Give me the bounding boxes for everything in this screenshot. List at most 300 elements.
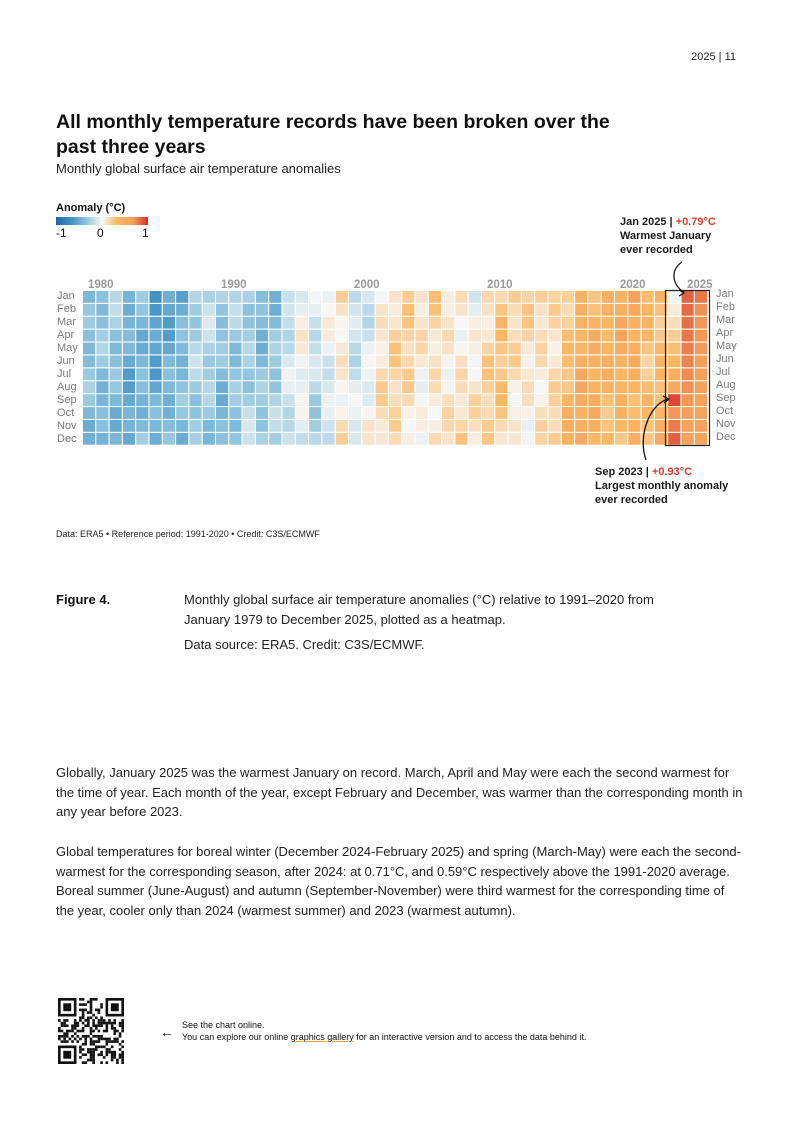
heatmap-cell [389, 304, 401, 316]
qr-module [90, 1056, 93, 1059]
heatmap-cell [588, 330, 600, 342]
heatmap-cell [455, 356, 467, 368]
qr-module [76, 1030, 79, 1033]
temperature-heatmap [0, 0, 794, 560]
qr-module [92, 1059, 95, 1062]
annotation-sep-2023-date: Sep 2023 [595, 466, 643, 478]
heatmap-cell [389, 368, 401, 380]
heatmap-cell [336, 407, 348, 419]
heatmap-cell [362, 330, 374, 342]
qr-module [100, 1035, 103, 1038]
heatmap-cell [349, 420, 361, 432]
heatmap-cell [110, 356, 122, 368]
month-label-right-feb: Feb [716, 301, 735, 313]
heatmap-cell [376, 304, 388, 316]
heatmap-cell [123, 407, 135, 419]
qr-module [113, 1032, 116, 1035]
heatmap-cell [203, 433, 215, 445]
qr-module [69, 1030, 72, 1033]
heatmap-cell [150, 433, 162, 445]
page-number: 2025 | 11 [691, 51, 736, 63]
heatmap-cell [296, 433, 308, 445]
qr-module [61, 1040, 64, 1043]
heatmap-cell [522, 368, 534, 380]
heatmap-cell [495, 356, 507, 368]
qr-module [84, 1009, 87, 1012]
graphics-gallery-link[interactable]: graphics gallery [290, 1032, 354, 1042]
heatmap-cell [429, 433, 441, 445]
heatmap-cell [336, 368, 348, 380]
heatmap-cell [442, 291, 454, 303]
heatmap-cell [309, 330, 321, 342]
heatmap-cell [296, 291, 308, 303]
heatmap-cell [150, 304, 162, 316]
heatmap-cell [442, 407, 454, 419]
qr-module [90, 1048, 93, 1051]
heatmap-cell [495, 420, 507, 432]
qr-module [90, 1009, 93, 1012]
heatmap-cell [376, 381, 388, 393]
heatmap-cell [123, 291, 135, 303]
qr-module [108, 1038, 111, 1041]
footer-line-2-prefix: You can explore our online [182, 1032, 291, 1042]
heatmap-cell [136, 343, 148, 355]
heatmap-cell [495, 304, 507, 316]
heatmap-cell [695, 317, 707, 329]
heatmap-cell [283, 368, 295, 380]
heatmap-cell [549, 317, 561, 329]
heatmap-cell [509, 343, 521, 355]
qr-module [106, 1027, 109, 1030]
heatmap-cell [682, 343, 694, 355]
heatmap-cell [522, 394, 534, 406]
heatmap-cell [482, 291, 494, 303]
heatmap-cell [83, 433, 95, 445]
heatmap-cell [216, 407, 228, 419]
qr-module [61, 1035, 64, 1038]
heatmap-cell [535, 420, 547, 432]
heatmap-cell [203, 368, 215, 380]
heatmap-cell [575, 291, 587, 303]
heatmap-cell [522, 381, 534, 393]
qr-code[interactable] [58, 998, 124, 1064]
qr-module [87, 1011, 90, 1014]
qr-module [92, 1022, 95, 1025]
qr-module [90, 1003, 93, 1006]
qr-module [103, 1038, 106, 1041]
heatmap-cell [549, 330, 561, 342]
heatmap-cell [349, 356, 361, 368]
heatmap-cell [695, 407, 707, 419]
heatmap-cell [455, 433, 467, 445]
qr-module [95, 1016, 98, 1019]
heatmap-cell [402, 433, 414, 445]
qr-module [121, 1030, 124, 1033]
heatmap-cell [682, 433, 694, 445]
heatmap-cell [602, 343, 614, 355]
legend-mid-label: 0 [97, 226, 104, 240]
heatmap-cell [442, 317, 454, 329]
qr-module [82, 1014, 85, 1017]
month-label-right-sep: Sep [716, 392, 736, 404]
heatmap-cell [588, 356, 600, 368]
heatmap-cell [522, 433, 534, 445]
heatmap-cell [150, 368, 162, 380]
heatmap-cell [668, 330, 680, 342]
month-label-right-may: May [716, 340, 737, 352]
heatmap-cell [229, 291, 241, 303]
body-paragraph-2: Global temperatures for boreal winter (December 2024-February 2025) and spring (March-May) were each the second-warmest for the corresponding season, after 2024: at 0.71°C, and 0.59°C respectively above the 1991-2020 average. Boreal summer (June-August) and autumn (September-November) were third warmest for the corresponding time of the year, cooler only than 2024 (warmest summer) and 2023 (warmest autumn). [56, 844, 741, 918]
heatmap-cell [269, 368, 281, 380]
heatmap-cell [322, 394, 334, 406]
qr-module [100, 1046, 103, 1049]
heatmap-cell [216, 343, 228, 355]
heatmap-cell [402, 304, 414, 316]
heatmap-cell [495, 330, 507, 342]
annotation-jan-2025-date: Jan 2025 [620, 216, 667, 228]
qr-module [79, 1030, 82, 1033]
qr-module [90, 1030, 93, 1033]
heatmap-cell [123, 381, 135, 393]
heatmap-cell [229, 394, 241, 406]
heatmap-cell [402, 330, 414, 342]
qr-module [63, 1024, 66, 1027]
heatmap-cell [469, 368, 481, 380]
heatmap-cell [362, 368, 374, 380]
heatmap-cell [682, 368, 694, 380]
month-label-left-mar: Mar [57, 316, 76, 328]
heatmap-cell [309, 317, 321, 329]
heatmap-cell [509, 407, 521, 419]
heatmap-cell [322, 356, 334, 368]
qr-module [121, 1027, 124, 1030]
qr-module [58, 1030, 61, 1033]
qr-module [98, 1024, 101, 1027]
heatmap-cell [588, 343, 600, 355]
qr-module [113, 1027, 116, 1030]
qr-module [119, 1048, 122, 1051]
heatmap-cell [682, 394, 694, 406]
heatmap-cell [349, 433, 361, 445]
qr-module [121, 1061, 124, 1064]
heatmap-cell [416, 330, 428, 342]
heatmap-cell [123, 317, 135, 329]
heatmap-cell [535, 330, 547, 342]
heatmap-cell [376, 433, 388, 445]
qr-module [87, 1051, 90, 1054]
heatmap-cell [256, 330, 268, 342]
month-label-left-jun: Jun [57, 355, 75, 367]
heatmap-cell [469, 433, 481, 445]
heatmap-cell [229, 420, 241, 432]
qr-module [111, 1024, 114, 1027]
qr-module [82, 1048, 85, 1051]
heatmap-cell [642, 317, 654, 329]
month-label-left-feb: Feb [57, 303, 76, 315]
heatmap-cell [96, 304, 108, 316]
qr-module [100, 1006, 103, 1009]
qr-module [111, 1022, 114, 1025]
heatmap-cell [123, 420, 135, 432]
qr-module [84, 1019, 87, 1022]
heatmap-cell [602, 368, 614, 380]
heatmap-cell [229, 343, 241, 355]
heatmap-cell [642, 304, 654, 316]
heatmap-cell [575, 407, 587, 419]
heatmap-cell [296, 394, 308, 406]
heatmap-cell [535, 394, 547, 406]
qr-module [79, 1038, 82, 1041]
qr-module [71, 1027, 74, 1030]
heatmap-cell [243, 356, 255, 368]
heatmap-cell [495, 317, 507, 329]
heatmap-cell [495, 394, 507, 406]
heatmap-cell [482, 433, 494, 445]
heatmap-cell [83, 356, 95, 368]
heatmap-cell [389, 420, 401, 432]
heatmap-cell [469, 304, 481, 316]
heatmap-cell [110, 368, 122, 380]
heatmap-cell [549, 343, 561, 355]
month-label-right-oct: Oct [716, 405, 734, 417]
heatmap-cell [695, 356, 707, 368]
heatmap-cell [136, 433, 148, 445]
heatmap-cell [402, 317, 414, 329]
qr-module [121, 1053, 124, 1056]
heatmap-cell [389, 394, 401, 406]
qr-module [79, 1009, 82, 1012]
heatmap-cell [243, 330, 255, 342]
heatmap-cell [296, 381, 308, 393]
heatmap-cell [376, 394, 388, 406]
heatmap-cell [269, 394, 281, 406]
qr-module [66, 1035, 69, 1038]
heatmap-cell [189, 407, 201, 419]
month-label-right-nov: Nov [716, 418, 736, 430]
qr-module [82, 1027, 85, 1030]
qr-module [79, 1048, 82, 1051]
qr-module [66, 1030, 69, 1033]
heatmap-cell [562, 407, 574, 419]
heatmap-cell [588, 291, 600, 303]
heatmap-cell [322, 407, 334, 419]
heatmap-cell [256, 356, 268, 368]
heatmap-cell [455, 381, 467, 393]
heatmap-cell [376, 368, 388, 380]
month-label-right-aug: Aug [716, 379, 736, 391]
heatmap-cell [96, 356, 108, 368]
heatmap-cell [628, 330, 640, 342]
heatmap-cell [535, 304, 547, 316]
qr-module [82, 998, 85, 1001]
heatmap-cell [522, 420, 534, 432]
heatmap-cell [615, 368, 627, 380]
qr-module [92, 1014, 95, 1017]
heatmap-cell [628, 317, 640, 329]
heatmap-cell [336, 343, 348, 355]
heatmap-cell [349, 394, 361, 406]
month-label-right-dec: Dec [716, 431, 736, 443]
heatmap-cell [429, 394, 441, 406]
heatmap-cell [136, 394, 148, 406]
heatmap-cell [682, 420, 694, 432]
heatmap-cell [602, 317, 614, 329]
heatmap-cell [509, 420, 521, 432]
qr-module [108, 1051, 111, 1054]
heatmap-cell [216, 304, 228, 316]
heatmap-cell [243, 368, 255, 380]
heatmap-cell [309, 291, 321, 303]
qr-module [92, 1030, 95, 1033]
heatmap-cell [535, 317, 547, 329]
qr-module [92, 1051, 95, 1054]
heatmap-cell [469, 330, 481, 342]
qr-module [79, 998, 82, 1001]
heatmap-cell [402, 394, 414, 406]
heatmap-cell [176, 407, 188, 419]
heatmap-cell [362, 420, 374, 432]
heatmap-cell [110, 317, 122, 329]
heatmap-cell [362, 407, 374, 419]
heatmap-cell [615, 330, 627, 342]
heatmap-cell [522, 356, 534, 368]
qr-module [66, 1032, 69, 1035]
heatmap-cell [455, 304, 467, 316]
annotation-jan-2025-line1: Warmest January [620, 230, 712, 242]
heatmap-cell [123, 433, 135, 445]
qr-module [84, 1040, 87, 1043]
qr-module [113, 1040, 116, 1043]
heatmap-cell [256, 343, 268, 355]
heatmap-cell [376, 330, 388, 342]
heatmap-cell [416, 304, 428, 316]
qr-module [84, 1043, 87, 1046]
heatmap-cell [176, 368, 188, 380]
heatmap-cell [602, 291, 614, 303]
month-label-right-apr: Apr [716, 327, 734, 339]
heatmap-cell [136, 291, 148, 303]
qr-module [100, 1038, 103, 1041]
annotation-sep-2023-line1: Largest monthly anomaly [595, 480, 729, 492]
heatmap-cell [628, 381, 640, 393]
heatmap-cell [482, 330, 494, 342]
qr-module [106, 1043, 109, 1046]
qr-module [100, 1051, 103, 1054]
heatmap-cell [602, 381, 614, 393]
heatmap-cell [123, 368, 135, 380]
heatmap-cell [309, 407, 321, 419]
heatmap-cell [469, 356, 481, 368]
heatmap-cell [509, 381, 521, 393]
qr-module [121, 1019, 124, 1022]
heatmap-cell [362, 433, 374, 445]
qr-module [111, 1040, 114, 1043]
heatmap-cell [296, 407, 308, 419]
heatmap-cell [575, 381, 587, 393]
heatmap-cell [256, 394, 268, 406]
heatmap-cell [549, 420, 561, 432]
heatmap-cell [615, 433, 627, 445]
heatmap-cell [163, 394, 175, 406]
heatmap-cell [668, 368, 680, 380]
heatmap-cell [562, 394, 574, 406]
qr-module [63, 1051, 71, 1059]
qr-module [84, 1024, 87, 1027]
qr-module [103, 1056, 106, 1059]
heatmap-cell [96, 317, 108, 329]
qr-module [95, 998, 98, 1001]
heatmap-cell [256, 407, 268, 419]
heatmap-cell [189, 304, 201, 316]
qr-module [121, 1024, 124, 1027]
heatmap-cell [469, 343, 481, 355]
heatmap-cell [509, 356, 521, 368]
qr-module [90, 1001, 93, 1004]
heatmap-cell [256, 317, 268, 329]
qr-module [90, 1032, 93, 1035]
heatmap-cell [189, 317, 201, 329]
month-label-right-mar: Mar [716, 314, 735, 326]
heatmap-cell [602, 433, 614, 445]
qr-module [98, 1022, 101, 1025]
qr-module [92, 1053, 95, 1056]
qr-module [71, 1040, 74, 1043]
heatmap-cell [216, 368, 228, 380]
heatmap-cell [522, 304, 534, 316]
heatmap-cell [349, 381, 361, 393]
qr-module [76, 1035, 79, 1038]
heatmap-cell [695, 304, 707, 316]
qr-module [111, 1046, 114, 1049]
legend-min-label: -1 [56, 226, 67, 240]
heatmap-cell [469, 291, 481, 303]
heatmap-cell [455, 317, 467, 329]
heatmap-cell [602, 304, 614, 316]
heatmap-cell [682, 304, 694, 316]
qr-module [87, 1019, 90, 1022]
year-label-2010: 2010 [487, 279, 513, 291]
heatmap-cell [283, 343, 295, 355]
qr-module [98, 1038, 101, 1041]
heatmap-cell [283, 381, 295, 393]
heatmap-cell [642, 356, 654, 368]
heatmap-cell [283, 433, 295, 445]
year-label-2020: 2020 [620, 279, 646, 291]
heatmap-cell [176, 291, 188, 303]
footer-line-2-suffix: for an interactive version and to access the data behind it. [353, 1032, 587, 1042]
heatmap-cell [136, 407, 148, 419]
heatmap-cell [203, 356, 215, 368]
qr-module [119, 1056, 122, 1059]
heatmap-cell [110, 407, 122, 419]
heatmap-cell [189, 330, 201, 342]
heatmap-cell [402, 407, 414, 419]
heatmap-cell [216, 381, 228, 393]
heatmap-cell [495, 381, 507, 393]
heatmap-cell [336, 291, 348, 303]
qr-module [63, 1032, 66, 1035]
annotation-sep-2023-line2: ever recorded [595, 494, 668, 506]
heatmap-cell [442, 330, 454, 342]
heatmap-cell [562, 330, 574, 342]
heatmap-cell [668, 291, 680, 303]
heatmap-cell [83, 343, 95, 355]
heatmap-cell [628, 394, 640, 406]
heatmap-cell [229, 317, 241, 329]
heatmap-cell [349, 407, 361, 419]
heatmap-cell [150, 381, 162, 393]
heatmap-cell [229, 407, 241, 419]
